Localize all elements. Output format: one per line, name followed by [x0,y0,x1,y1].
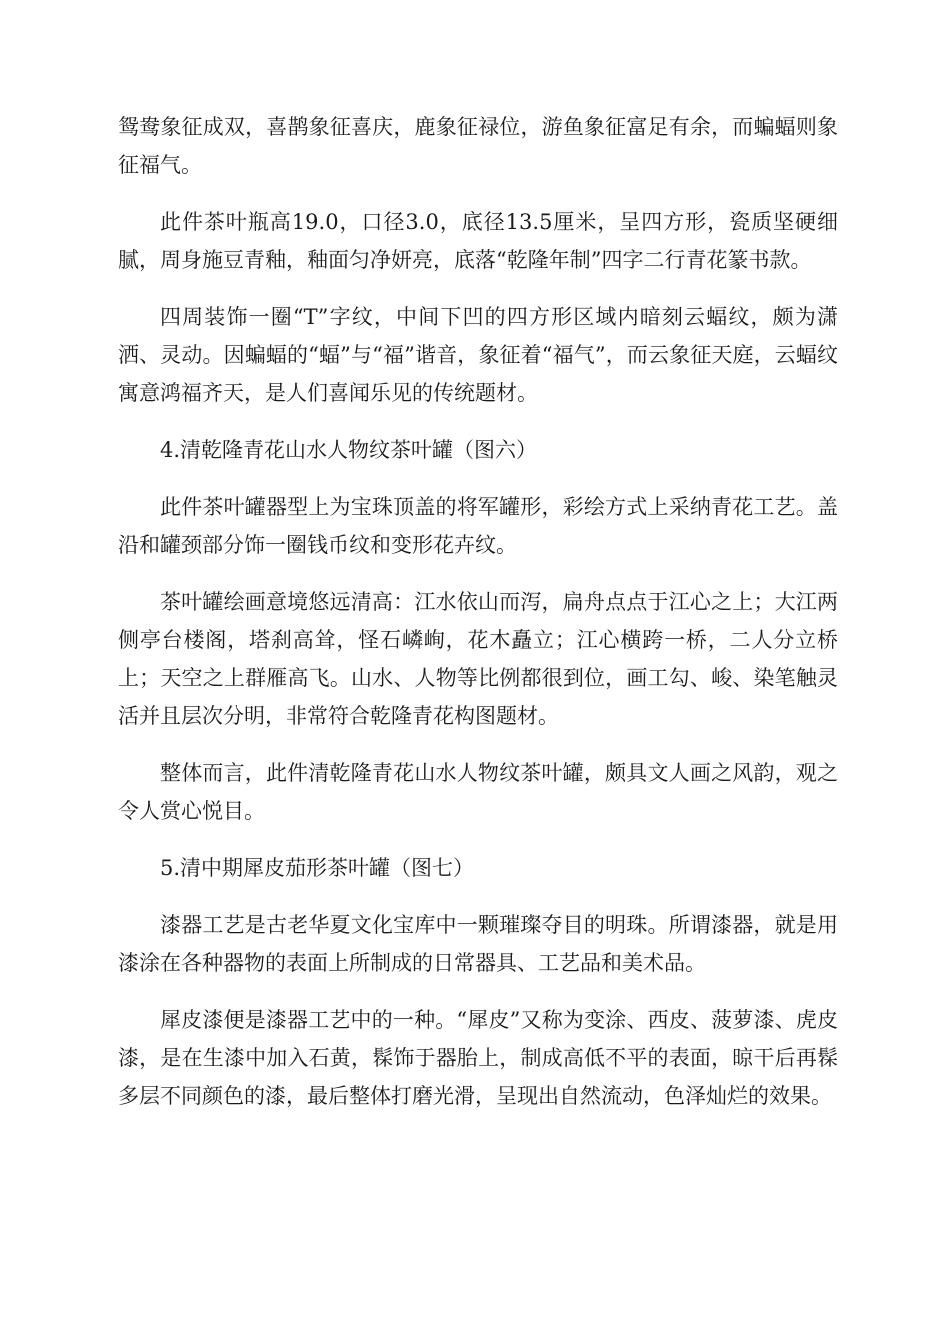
article-body [118,108,838,1134]
paragraph-jar-shape: 此件茶叶罐器型上为宝珠顶盖的将军罐形，彩绘方式上采纳青花工艺。盖沿和罐颈部分饰一圈钱币纹和变形花卉纹。 [118,495,838,557]
section-heading-5: 5.清中期犀皮茄形茶叶罐（图七） [160,856,475,880]
section-heading-4: 4.清乾隆青花山水人物纹茶叶罐（图六） [160,438,538,462]
paragraph-jar-painting: 茶叶罐绘画意境悠远清高：江水依山而泻，扁舟点点于江心之上；大江两侧亭台楼阁，塔刹高耸，怪石嶙峋，花木矗立；江心横跨一桥，二人分立桥上；天空之上群雁高飞。山水、人物等比例都很到位，画工勾、峻、染笔触灵活并且层次分明，非常符合乾隆青花构图题材。 [118,590,838,728]
paragraph-jar-summary: 整体而言，此件清乾隆青花山水人物纹茶叶罐，颇具文人画之风韵，观之令人赏心悦目。 [118,761,838,823]
paragraph-rhino-lacquer: 犀皮漆便是漆器工艺中的一种。“犀皮”又称为变涂、西皮、菠萝漆、虎皮漆，是在生漆中加入石黄，髹饰于器胎上，制成高低不平的表面，晾干后再髹多层不同颜色的漆，最后整体打磨光滑，呈现出自然流动，色泽灿烂的效果。 [118,1008,838,1108]
paragraph-pattern-description: 四周装饰一圈“T”字纹，中间下凹的四方形区域内暗刻云蝠纹，颇为潇洒、灵动。因蝙蝠的“蝠”与“福”谐音，象征着“福气”，而云象征天庭，云蝠纹寓意鸿福齐天，是人们喜闻乐见的传统题材。 [118,305,838,405]
paragraph-tea-bottle-description: 此件茶叶瓶高19.0，口径3.0，底径13.5厘米，呈四方形，瓷质坚硬细腻，周身施豆青釉，釉面匀净妍亮，底落“乾隆年制”四字二行青花篆书款。 [118,210,838,272]
paragraph-continuation: 鸳鸯象征成双，喜鹊象征喜庆，鹿象征禄位，游鱼象征富足有余，而蝙蝠则象征福气。 [118,115,838,177]
paragraph-lacquer-intro: 漆器工艺是古老华夏文化宝库中一颗璀璨夺目的明珠。所谓漆器，就是用漆涂在各种器物的表面上所制成的日常器具、工艺品和美术品。 [118,913,838,975]
